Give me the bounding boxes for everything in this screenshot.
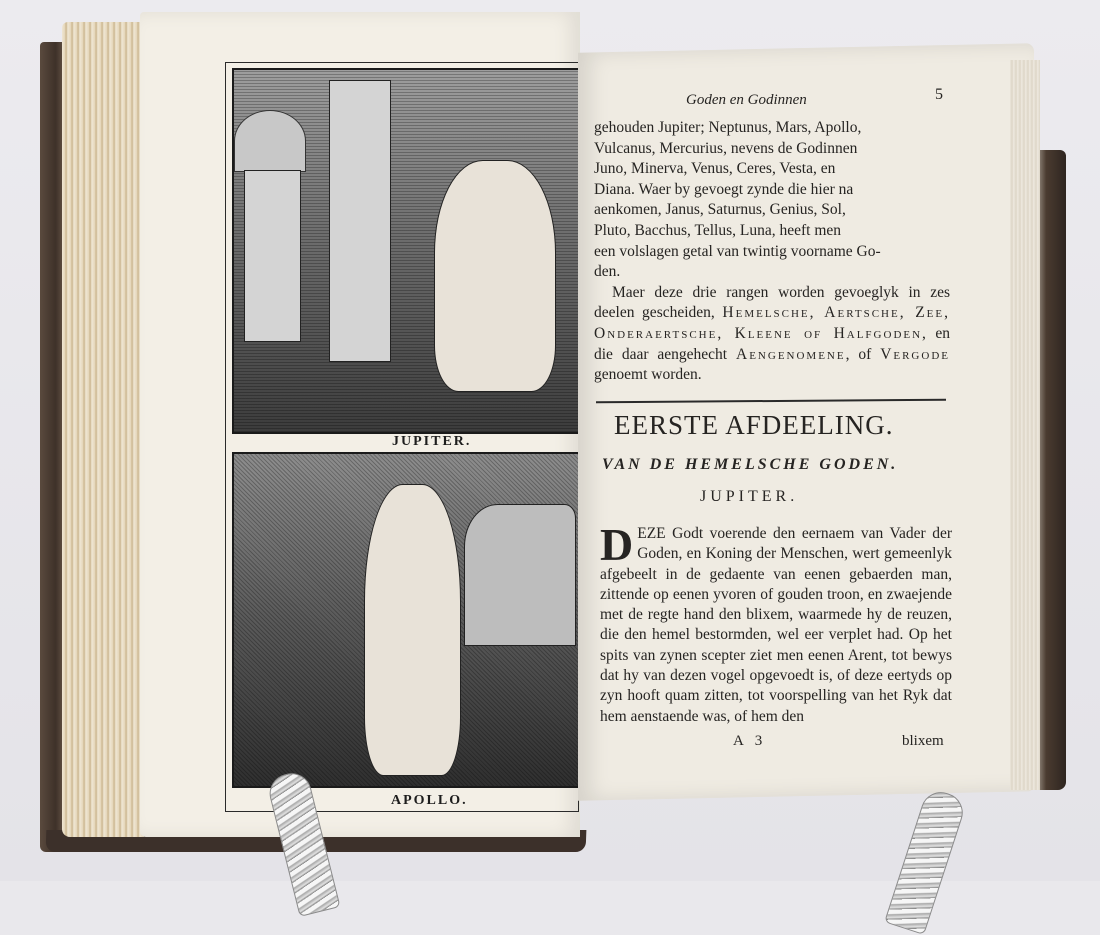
section-subtitle: VAN DE HEMELSCHE GODEN. <box>602 456 899 473</box>
jupiter-engraving <box>232 68 580 434</box>
rock-outcrop <box>464 504 576 646</box>
text-line: den. <box>594 263 621 281</box>
division-paragraph <box>594 283 950 386</box>
page-block-edges <box>62 22 144 837</box>
catchword: blixem <box>902 733 944 749</box>
page-number: 5 <box>935 86 943 103</box>
division-deified: Vergode <box>880 345 950 363</box>
text-line: aenkomen, Janus, Saturnus, Genius, Sol, <box>594 201 846 219</box>
jupiter-paragraph <box>600 519 952 727</box>
signature-mark: A 3 <box>733 733 767 749</box>
column <box>329 80 391 362</box>
drop-cap: D <box>600 519 634 570</box>
jupiter-figure <box>434 160 556 392</box>
text-line: Pluto, Bacchus, Tellus, Luna, heeft men <box>594 221 842 239</box>
section-title: EERSTE AFDEELING. <box>614 410 894 440</box>
plate-caption-jupiter: JUPITER. <box>392 434 472 449</box>
text-line: Diana. Waer by gevoegt zynde die hier na <box>594 180 854 198</box>
division-adopted: Aengenomene <box>736 345 846 363</box>
division-parts: Hemelsche, Aertsche, Zee, Onderaertsche, Kleene of Halfgoden <box>594 304 950 342</box>
text-line: Vulcanus, Mercurius, nevens de Godinnen <box>594 139 858 157</box>
temple-dome <box>234 110 306 172</box>
division-middle: , en die daar aengehecht <box>594 324 950 363</box>
text-line: Juno, Minerva, Venus, Ceres, Vesta, en <box>594 160 836 178</box>
jupiter-body-text: EZE Godt voerende den eernaem van Vader der Goden, en Koning der Menschen, wert gemeenlyk afgebeelt in de gedaente van eenen gebaerden man, zittende op eenen yvoren of gouden troon, en zwaejende met de regte hand den blixem, waarmede hy de reuzen, die den hemel bestormden, wel eer verplet had. Op het spits van zynen scepter ziet men eenen Arent, tot bewys dat hy van dezen vogel opgevoedt is, of deze eertyds op zyn hooft quam zitten, tot voorspelling van het Ryk dat hem aenstaende was, of hem den <box>600 525 952 725</box>
division-or: , of <box>845 345 881 363</box>
division-end: genoemt worden. <box>594 366 702 384</box>
intro-text <box>594 118 950 386</box>
section-heading: JUPITER. <box>700 488 799 505</box>
apollo-figure <box>364 484 461 776</box>
plate-caption-apollo: APOLLO. <box>391 793 468 808</box>
text-line: een volslagen getal van twintig voorname Go- <box>594 242 881 260</box>
temple-facade <box>244 170 301 342</box>
text-line: gehouden Jupiter; Neptunus, Mars, Apollo, <box>594 119 862 136</box>
right-page-edges <box>1010 60 1040 790</box>
division-lead: Maer deze drie rangen worden gevoeglyk in zes deelen gescheiden, <box>594 283 950 322</box>
running-head: Goden en Godinnen <box>686 92 807 108</box>
apollo-engraving <box>232 452 580 788</box>
